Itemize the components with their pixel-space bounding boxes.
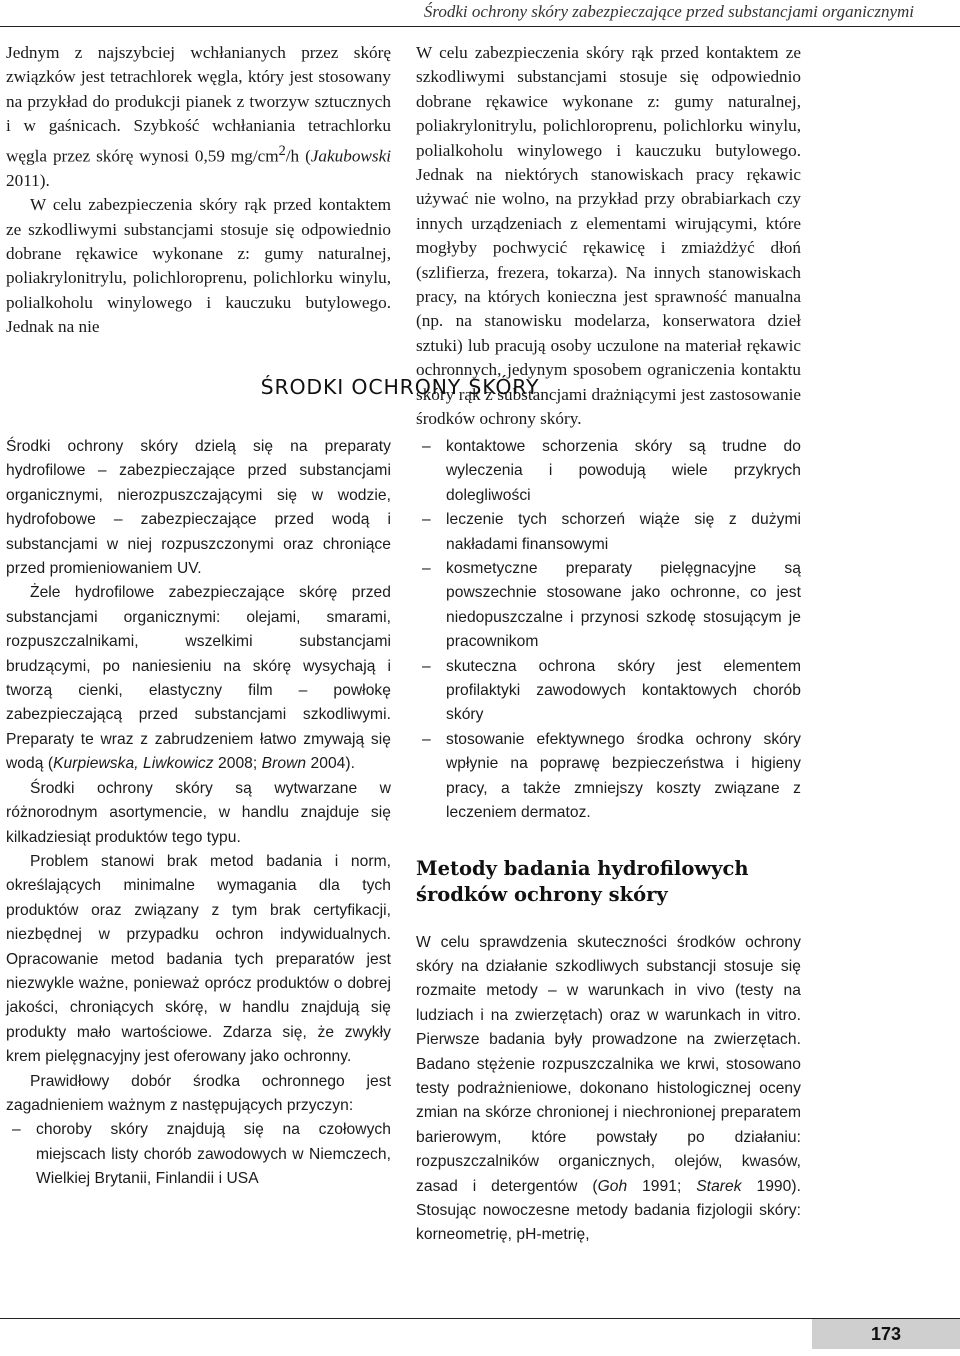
section-right-column: [416, 435, 801, 1248]
list-item-text: skuteczna ochrona skóry jest elementem profilaktyki zawodowych kontaktowych chorób skóry: [446, 657, 801, 724]
list-item: [416, 557, 801, 655]
list-dash: –: [422, 657, 431, 675]
page-number: 173: [812, 1319, 960, 1349]
running-header: Środki ochrony skóry zabezpieczające przed substancjami organicznymi: [423, 2, 914, 21]
list-item-text: kontaktowe schorzenia skóry są trudne do wyleczenia i powodują wiele przykrych dolegliwości: [446, 438, 801, 504]
list-item: [416, 655, 801, 728]
list-item: [416, 508, 801, 557]
intro-paragraph-1: [6, 41, 391, 193]
superscript: 2: [278, 142, 286, 159]
intro-text: 2011).: [6, 170, 50, 190]
list-item: [416, 728, 801, 826]
list-item-text: kosmetyczne preparaty pielęgnacyjne są powszechnie stosowane jako ochronne, co jest niedopuszczalne i przynosi szkodę stosującym je pracownikom: [446, 560, 801, 651]
intro-left-column: [6, 41, 391, 340]
subsection-title: Metody badania hydrofilowych środków ochrony skóry: [416, 856, 749, 906]
list-item: [416, 435, 801, 508]
intro-paragraph-2: W celu zabezpieczenia skóry rąk przed kontaktem ze szkodliwymi substancjami stosuje się odpowiednio dobrane rękawice wykonane z: gumy naturalnej, poliakrylonitrylu, polichloroprenu, polichlorku winylu, polialkoholu winylowego i kauczuku butylowego. Jednak na nie: [6, 195, 391, 337]
section-text: 2004).: [306, 755, 356, 773]
section-title: ŚRODKI OCHRONY SKÓRY: [260, 375, 540, 399]
intro-paragraph-2-continued: W celu zabezpieczenia skóry rąk przed kontaktem ze szkodliwymi substancjami stosuje się odpowiednio dobrane rękawice wykonane z: gumy naturalnej, poliakrylonitrylu, polichloroprenu, polichlorku winylu, polialkoholu winylowego i kauczuku butylowego. Jednak na niektórych stanowiskach pracy rękawic używać nie wolno, na przykład przy obrabiarkach czy innych urządzeniach z elementami wirującymi, które mogłyby pochwycić rękawicę i zmiażdżyć dłoń (szlifierza, frezera, tokarza). Na innych stanowiskach pracy, na których konieczna jest sprawność manualna (np. na stanowisku modelarza, konserwatora dzieł sztuki) lub pracują osoby uczulone na materiał rękawic ochronnych, jedynym sposobem ograniczenia kontaktu skóry rąk z substancjami drażniącymi jest zastosowanie środków ochrony skóry.: [416, 43, 801, 429]
subsection-paragraph-1: [416, 931, 801, 1248]
list-item-text: stosowanie efektywnego środka ochrony skóry wpłynie na poprawę bezpieczeństwa i higieny pracy, a także zmniejszy koszty związane z leczeniem dermatoz.: [446, 730, 801, 822]
reasons-list: [416, 435, 801, 826]
list-dash: –: [422, 438, 431, 455]
section-paragraph-4: Problem stanowi brak metod badania i norm, określających minimalne wymagania dla tych produktów oraz związany z tym brak certyfikacji, niezbędnej w przypadku ochron indywidualnych. Opracowanie metod badania tych preparatów jest niezwykle ważne, ponieważ oprócz produktów o dobrej jakości, chroniących skórę, w handlu znajdują się produkty mało wartościowe. Zdarza się, że zwykły krem pielęgnacyjny jest oferowany jako ochronny.: [6, 852, 391, 1066]
subsection-text: W celu sprawdzenia skuteczności środków ochrony skóry na działanie szkodliwych substancji stosuje się rozmaite metody – w warunkach in vivo (testy na ludziach i na zwierzętach) oraz w warunkach in vitro. Pierwsze badania były prowadzone na zwierzętach. Badano stężenie rozpuszczalnika we krwi, stosowano testy podrażnieniowe, dokonano histologicznej oceny zmian na skórze chronionej i niechronionej preparatem barierowym, które powstały po działaniu: rozpuszczalników organicznych, olejów, kwasów, zasad i detergentów (: [416, 933, 801, 1195]
section-left-column: [6, 435, 391, 1192]
list-item-text: leczenie tych schorzeń wiąże się z dużymi nakładami finansowymi: [446, 511, 801, 553]
list-dash: –: [422, 560, 431, 578]
list-dash: –: [422, 730, 431, 748]
section-text: 2008;: [213, 755, 262, 773]
section-paragraph-5: Prawidłowy dobór środka ochronnego jest zagadnieniem ważnym z następujących przyczyn:: [6, 1072, 391, 1114]
intro-text: Jednym z najszybciej wchłanianych przez skórę związków jest tetrachlorek węgla, który jest stosowany na przykład do produkcji pianek z tworzyw sztucznych i w gaśnicach. Szybkość wchłaniania tetrachlorku węgla przez skórę wynosi 0,59 mg/cm: [6, 43, 391, 166]
citation-author: Starek: [696, 1177, 742, 1195]
citation-author: Goh: [597, 1177, 628, 1195]
list-dash: –: [12, 1121, 21, 1139]
intro-right-column: [416, 41, 801, 432]
list-item: [6, 1118, 391, 1191]
citation-author: Jakubowski: [310, 146, 391, 166]
header-rule: [0, 26, 960, 27]
section-text: Żele hydrofilowe zabezpieczające skórę przed substancjami organicznymi: olejami, smarami, rozpuszczalnikami, wszelkimi substancjami brudzącymi, po naniesieniu na skórę wysychają i tworzą cienki, elastyczny film – powłokę zabezpieczającą przed substancjami szkodliwymi. Preparaty te wraz z zabrudzeniem łatwo zmywają się wodą (: [6, 584, 391, 773]
list-dash: –: [422, 511, 431, 529]
citation-author: Kurpiewska, Liwkowicz: [53, 755, 214, 773]
intro-text: /h (: [285, 146, 311, 166]
section-paragraph-2: [6, 581, 391, 776]
section-paragraph-3: Środki ochrony skóry są wytwarzane w różnorodnym asortymencie, w handlu znajduje się kilkadziesiąt produktów tego typu.: [6, 779, 391, 846]
section-paragraph-1: Środki ochrony skóry dzielą się na preparaty hydrofilowe – zabezpieczające przed substancjami organicznymi, nierozpuszczającymi się w wodzie, hydrofobowe – zabezpieczające przed wodą i substancjami w niej rozpuszczonymi oraz chroniące przed promieniowaniem UV.: [6, 438, 391, 578]
list-item-text: choroby skóry znajdują się na czołowych miejscach listy chorób zawodowych w Niemczech, Wielkiej Brytanii, Finlandii i USA: [36, 1121, 391, 1188]
subsection-text: 1990). Stosując nowoczesne metody badania fizjologii skóry: korneometrię, pH-metrię,: [416, 1177, 801, 1244]
subsection-text: 1991;: [627, 1177, 697, 1195]
citation-author: Brown: [261, 755, 307, 773]
